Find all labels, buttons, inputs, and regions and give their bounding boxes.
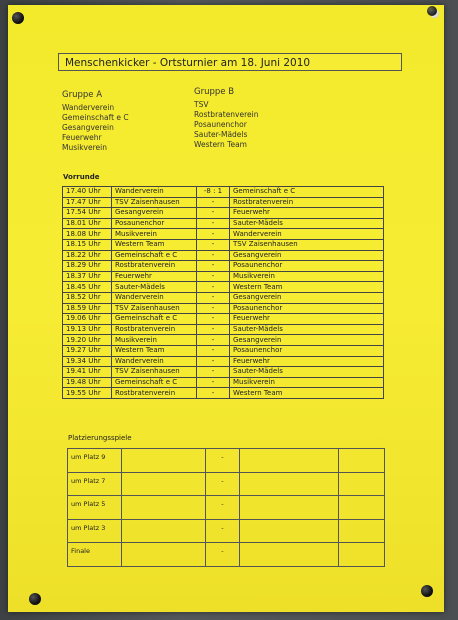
match-row: [63, 367, 384, 378]
placement-result: [339, 449, 385, 473]
match-away-team: Feuerwehr: [230, 314, 384, 325]
match-time: 18.15 Uhr: [63, 239, 112, 250]
match-time: 17.54 Uhr: [63, 208, 112, 219]
match-score: -: [197, 303, 230, 314]
match-score: -: [197, 208, 230, 219]
match-row: [63, 250, 384, 261]
match-away-team: Sauter-Mädels: [230, 324, 384, 335]
match-home-team: Rostbratenverein: [112, 324, 197, 335]
match-score: -: [197, 314, 230, 325]
match-home-team: TSV Zaisenhausen: [112, 303, 197, 314]
placement-team-1: [121, 543, 205, 567]
match-row: [63, 282, 384, 293]
placement-score: -: [205, 449, 239, 473]
match-row: [63, 314, 384, 325]
match-row: [63, 239, 384, 250]
match-home-team: Musikverein: [112, 229, 197, 240]
match-home-team: Rostbratenverein: [112, 261, 197, 272]
match-time: 18.22 Uhr: [63, 250, 112, 261]
match-home-team: Gemeinschaft e C: [112, 250, 197, 261]
group-b: [194, 87, 258, 150]
match-score: -: [197, 250, 230, 261]
match-away-team: Gesangverein: [230, 250, 384, 261]
match-row: [63, 218, 384, 229]
placement-row: [68, 496, 385, 520]
match-home-team: Gemeinschaft e C: [112, 377, 197, 388]
match-away-team: Posaunenchor: [230, 303, 384, 314]
match-score: -8 : 1: [197, 187, 230, 198]
match-time: 18.29 Uhr: [63, 261, 112, 272]
group-a-title: Gruppe A: [62, 90, 103, 100]
match-away-team: TSV Zaisenhausen: [230, 239, 384, 250]
match-score: -: [197, 271, 230, 282]
poster-title: Menschenkicker - Ortsturnier am 18. Juni 2010: [58, 53, 402, 71]
match-row: [63, 345, 384, 356]
match-away-team: Gesangverein: [230, 335, 384, 346]
placement-result: [339, 519, 385, 543]
match-row: [63, 356, 384, 367]
match-time: 19.20 Uhr: [63, 335, 112, 346]
match-time: 19.48 Uhr: [63, 377, 112, 388]
match-score: -: [197, 261, 230, 272]
match-away-team: Gemeinschaft e C: [230, 187, 384, 198]
match-score: -: [197, 356, 230, 367]
placement-team-2: [240, 449, 339, 473]
placement-score: -: [205, 496, 239, 520]
group-a: [62, 90, 129, 153]
match-time: 17.47 Uhr: [63, 197, 112, 208]
match-row: [63, 208, 384, 219]
pushpin-bottom-right: [421, 585, 433, 597]
placement-label: um Platz 9: [68, 449, 122, 473]
match-time: 19.27 Uhr: [63, 345, 112, 356]
match-row: [63, 271, 384, 282]
match-home-team: TSV Zaisenhausen: [112, 197, 197, 208]
placement-label: Finale: [68, 543, 122, 567]
match-away-team: Feuerwehr: [230, 208, 384, 219]
group-a-team: Gesangverein: [62, 123, 114, 132]
match-row: [63, 197, 384, 208]
match-home-team: Posaunenchor: [112, 218, 197, 229]
match-home-team: Western Team: [112, 345, 197, 356]
placement-label: um Platz 7: [68, 472, 122, 496]
vorrunde-label: Vorrunde: [63, 173, 100, 181]
match-row: [63, 303, 384, 314]
placement-team-2: [240, 472, 339, 496]
match-row: [63, 229, 384, 240]
match-home-team: TSV Zaisenhausen: [112, 367, 197, 378]
match-row: [63, 324, 384, 335]
match-home-team: Rostbratenverein: [112, 388, 197, 399]
match-away-team: Rostbratenverein: [230, 197, 384, 208]
group-b-team: Posaunenchor: [194, 120, 247, 129]
placement-team-1: [121, 472, 205, 496]
match-score: -: [197, 345, 230, 356]
match-time: 19.34 Uhr: [63, 356, 112, 367]
group-b-team: Rostbratenverein: [194, 110, 259, 119]
match-score: -: [197, 292, 230, 303]
placement-team-1: [121, 496, 205, 520]
match-home-team: Feuerwehr: [112, 271, 197, 282]
match-time: 19.13 Uhr: [63, 324, 112, 335]
match-score: -: [197, 324, 230, 335]
group-b-team: TSV: [194, 100, 209, 109]
placement-score: -: [205, 543, 239, 567]
vorrunde-table: [62, 186, 384, 399]
match-score: -: [197, 229, 230, 240]
match-home-team: Sauter-Mädels: [112, 282, 197, 293]
match-away-team: Feuerwehr: [230, 356, 384, 367]
placement-team-2: [240, 543, 339, 567]
placement-result: [339, 543, 385, 567]
match-score: -: [197, 388, 230, 399]
match-score: -: [197, 377, 230, 388]
match-time: 19.55 Uhr: [63, 388, 112, 399]
placement-score: -: [205, 519, 239, 543]
match-time: 18.59 Uhr: [63, 303, 112, 314]
match-row: [63, 377, 384, 388]
match-score: -: [197, 218, 230, 229]
placement-label: um Platz 5: [68, 496, 122, 520]
match-time: 18.52 Uhr: [63, 292, 112, 303]
placement-label: um Platz 3: [68, 519, 122, 543]
pushpin-bottom-left: [29, 593, 41, 605]
match-score: -: [197, 239, 230, 250]
match-time: 18.37 Uhr: [63, 271, 112, 282]
placement-result: [339, 496, 385, 520]
placement-table: [67, 448, 385, 567]
match-away-team: Musikverein: [230, 271, 384, 282]
match-score: -: [197, 282, 230, 293]
match-score: -: [197, 367, 230, 378]
match-time: 18.08 Uhr: [63, 229, 112, 240]
placement-team-2: [240, 496, 339, 520]
match-away-team: Wanderverein: [230, 229, 384, 240]
match-time: 19.41 Uhr: [63, 367, 112, 378]
placement-row: [68, 472, 385, 496]
match-home-team: Wanderverein: [112, 187, 197, 198]
placement-team-1: [121, 519, 205, 543]
match-away-team: Gesangverein: [230, 292, 384, 303]
match-home-team: Musikverein: [112, 335, 197, 346]
placement-result: [339, 472, 385, 496]
platzierung-label: Platzierungsspiele: [68, 434, 132, 442]
placement-team-2: [240, 519, 339, 543]
match-time: 19.06 Uhr: [63, 314, 112, 325]
match-time: 18.45 Uhr: [63, 282, 112, 293]
match-row: [63, 335, 384, 346]
group-a-team: Gemeinschaft e C: [62, 113, 129, 122]
match-home-team: Gemeinschaft e C: [112, 314, 197, 325]
match-away-team: Sauter-Mädels: [230, 367, 384, 378]
match-time: 18.01 Uhr: [63, 218, 112, 229]
placement-score: -: [205, 472, 239, 496]
group-b-team: Western Team: [194, 140, 247, 149]
match-away-team: Western Team: [230, 282, 384, 293]
group-a-team: Wanderverein: [62, 103, 115, 112]
group-b-team: Sauter-Mädels: [194, 130, 248, 139]
match-row: [63, 292, 384, 303]
match-away-team: Sauter-Mädels: [230, 218, 384, 229]
match-home-team: Wanderverein: [112, 356, 197, 367]
group-a-team: Musikverein: [62, 143, 107, 152]
match-home-team: Western Team: [112, 239, 197, 250]
match-away-team: Western Team: [230, 388, 384, 399]
match-away-team: Musikverein: [230, 377, 384, 388]
group-a-team: Feuerwehr: [62, 133, 102, 142]
pushpin-top-left: [12, 12, 24, 24]
placement-team-1: [121, 449, 205, 473]
match-score: -: [197, 197, 230, 208]
group-b-title: Gruppe B: [194, 87, 235, 97]
placement-row: [68, 543, 385, 567]
match-time: 17.40 Uhr: [63, 187, 112, 198]
match-away-team: Posaunenchor: [230, 261, 384, 272]
match-home-team: Wanderverein: [112, 292, 197, 303]
placement-row: [68, 449, 385, 473]
placement-row: [68, 519, 385, 543]
match-row: [63, 388, 384, 399]
match-score: -: [197, 335, 230, 346]
match-away-team: Posaunenchor: [230, 345, 384, 356]
match-row: [63, 187, 384, 198]
match-row: [63, 261, 384, 272]
pushpin-top-right-dark: [427, 6, 437, 16]
match-home-team: Gesangverein: [112, 208, 197, 219]
